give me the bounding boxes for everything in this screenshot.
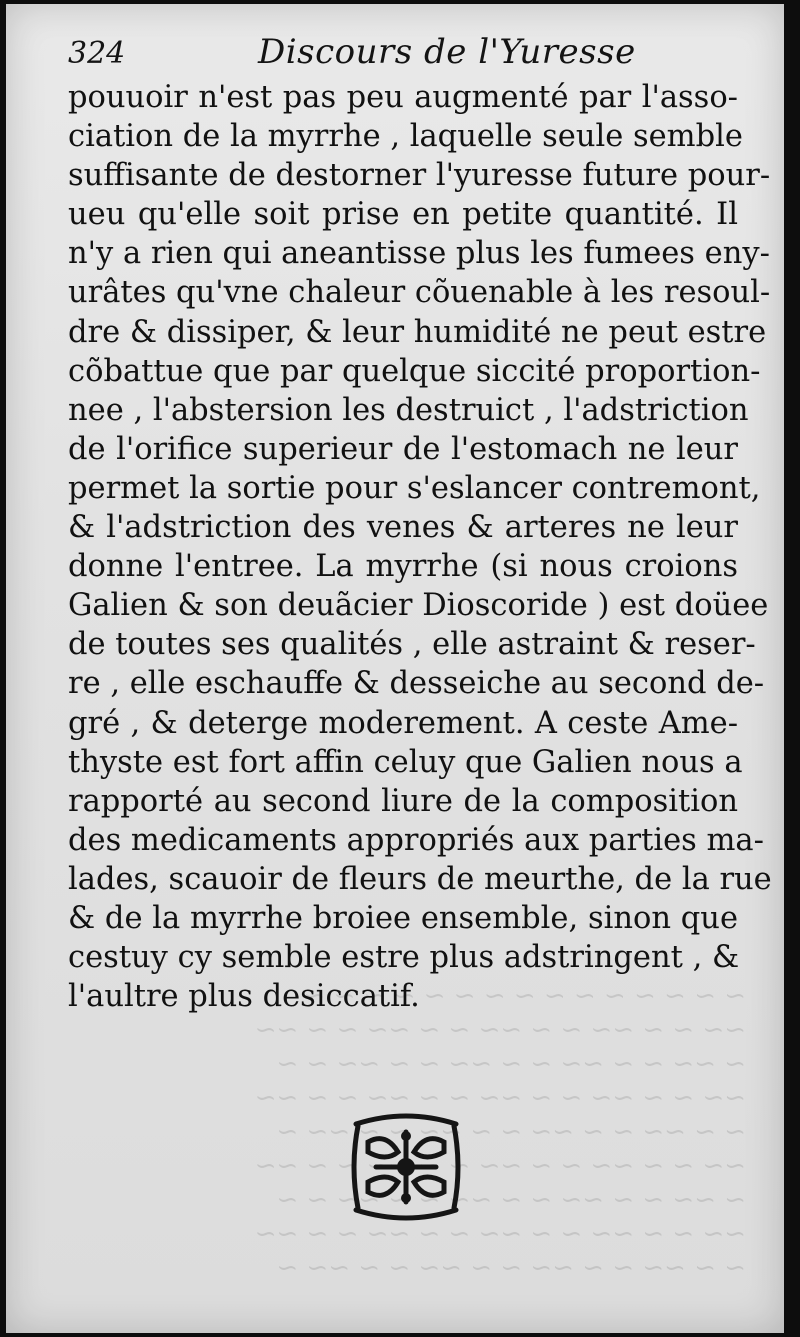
body-text bbox=[68, 78, 772, 1016]
text-line: des medicaments appropriés aux parties ma- bbox=[68, 822, 764, 858]
text-line: rapporté au second liure de la composition bbox=[68, 783, 738, 819]
text-line: de l'orifice superieur de l'estomach ne leur bbox=[68, 431, 738, 467]
printers-ornament-icon bbox=[346, 1112, 466, 1222]
text-line: pouuoir n'est pas peu augmenté par l'asso- bbox=[68, 80, 738, 115]
text-line: ciation de la myrrhe , laquelle seule semble bbox=[68, 119, 743, 155]
book-page bbox=[6, 4, 784, 1333]
text-line: gré , & deterge moderement. A ceste Ame- bbox=[68, 705, 738, 741]
text-line: l'aultre plus desiccatif. bbox=[68, 979, 420, 1015]
running-title: Discours de l'Yuresse bbox=[258, 32, 636, 72]
text-line: Galien & son deuãcier Dioscoride ) est doüee bbox=[68, 588, 769, 624]
text-line: ueu qu'elle soit prise en petite quantité. Il bbox=[68, 197, 738, 233]
text-line: nee , l'abstersion les destruict , l'adstriction bbox=[68, 392, 749, 428]
text-line: lades, scauoir de fleurs de meurthe, de la rue bbox=[68, 861, 772, 897]
text-line: dre & dissiper, & leur humidité ne peut estre bbox=[68, 314, 767, 350]
text-line: cestuy cy semble estre plus adstringent , & bbox=[68, 940, 740, 976]
text-line: permet la sortie pour s'eslancer contremont, bbox=[68, 470, 761, 506]
text-line: de toutes ses qualités , elle astraint & reser- bbox=[68, 627, 756, 663]
text-line: thyste est fort affin celuy que Galien nous a bbox=[68, 744, 743, 780]
text-line: cõbattue que par quelque siccité proportion- bbox=[68, 353, 761, 389]
text-line: suffisante de destorner l'yuresse future pour- bbox=[68, 158, 771, 194]
page-number: 324 bbox=[68, 36, 126, 71]
text-line: donne l'entree. La myrrhe (si nous croions bbox=[68, 549, 738, 585]
text-line: n'y a rien qui aneantisse plus les fumees eny- bbox=[68, 236, 770, 272]
text-line: re , elle eschauffe & desseiche au second de- bbox=[68, 666, 765, 702]
text-line: & l'adstriction des venes & arteres ne leur bbox=[68, 510, 738, 546]
show-through-text: ~ ~ ~ ~ ~ ~ ~ ~ ~ ~ ~ ~ ~ ~ ~ ~~ ~ ~ ~~ ~ ~ ~~ ~ ~ ~~ ~ ~ ~~ ~ ~~ ~ ~ ~~ ~ ~ ~~ ~ ~ ~~ ~ ~ ~~ ~ ~ ~~ ~ ~ ~~ ~ ~ ~~ ~ ~ ~~ ~ ~ ~~ ~ ~ ~~ ~ ~ ~~ ~ ~ ~~ ~ ~~ ~ ~ ~~ ~ ~ ~~ ~ ~ ~~ ~ ~ ~~ ~ ~~ ~ ~ ~~ ~ ~ ~~ ~ ~ ~~ ~ ~ ~~ ~ ~ ~~ ~ ~ ~~ ~ ~ ~~ ~ ~ ~~ ~ ~ ~~ ~ ~ ~~ ~ ~ ~~ ~ ~ ~~ ~ bbox=[254, 981, 746, 1283]
text-line: & de la myrrhe broiee ensemble, sinon que bbox=[68, 900, 738, 936]
text-line: urâtes qu'vne chaleur cõuenable à les resoul- bbox=[68, 275, 771, 311]
